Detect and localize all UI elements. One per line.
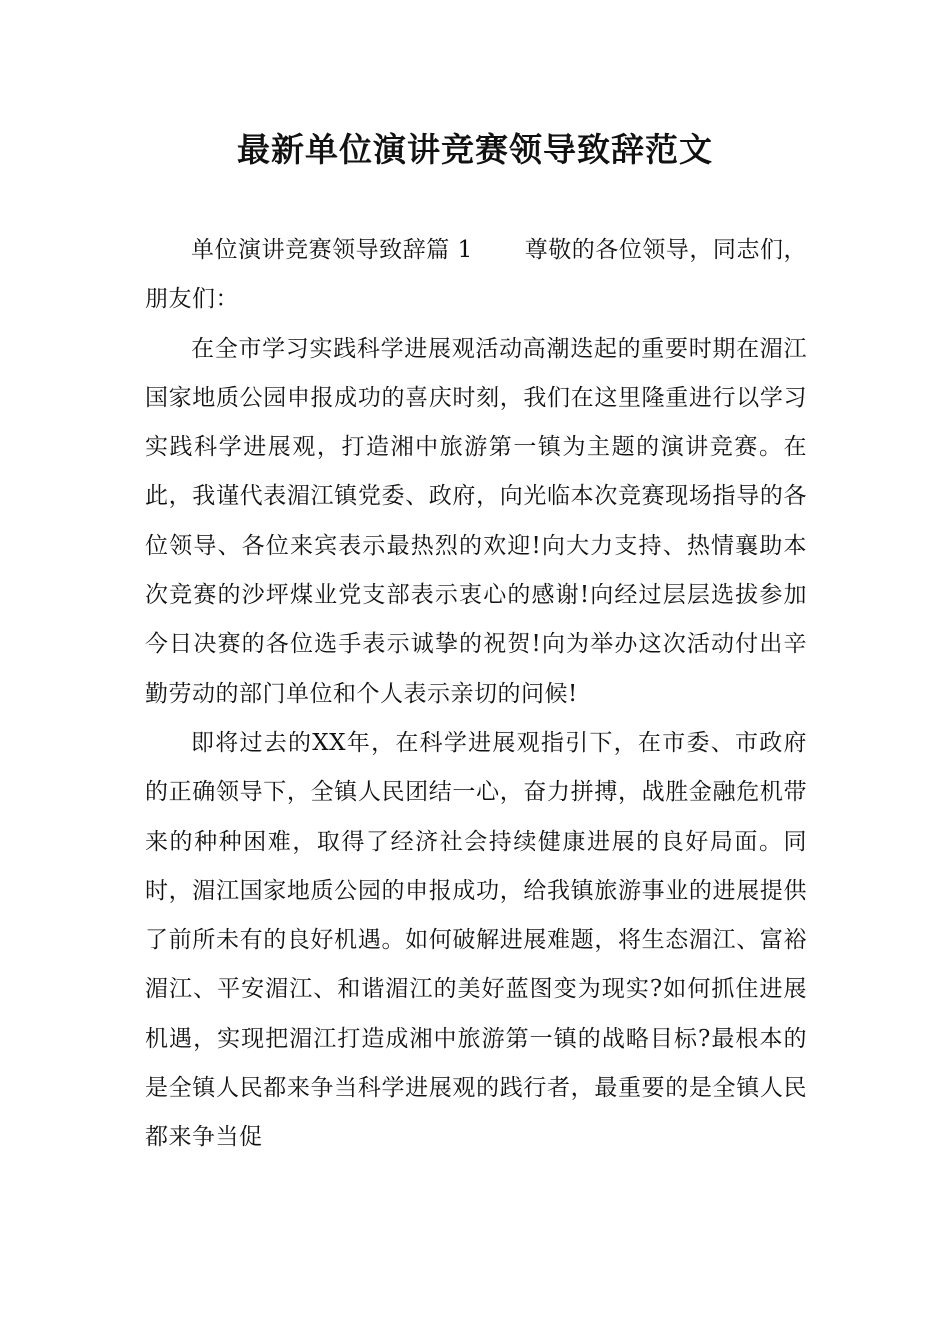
paragraph-1: 在全市学习实践科学进展观活动高潮迭起的重要时期在湄江国家地质公园申报成功的喜庆时刻，我们在这里隆重进行以学习实践科学进展观，打造湘中旅游第一镇为主题的演讲竞赛。在此，我谨代表湄江镇党委、政府，向光临本次竞赛现场指导的各位领导、各位来宾表示最热烈的欢迎!向大力支持、热情襄助本次竞赛的沙坪煤业党支部表示衷心的感谢!向经过层层选拔参加今日决赛的各位选手表示诚挚的祝贺!向为举办这次活动付出辛勤劳动的部门单位和个人表示亲切的问候!	[145, 335, 807, 707]
salutation: 尊敬的各位领导，同志们，朋友们：	[145, 237, 807, 313]
document-body	[145, 226, 807, 1163]
section-label: 单位演讲竞赛领导致辞篇 1	[191, 237, 473, 263]
heading-paragraph	[145, 226, 807, 325]
document-title: 最新单位演讲竞赛领导致辞范文	[237, 130, 713, 169]
paragraph-2: 即将过去的XX年，在科学进展观指引下，在市委、市政府的正确领导下，全镇人民团结一心，奋力拼搏，战胜金融危机带来的种种困难，取得了经济社会持续健康进展的良好局面。同时，湄江国家地质公园的申报成功，给我镇旅游事业的进展提供了前所未有的良好机遇。如何破解进展难题，将生态湄江、富裕湄江、平安湄江、和谐湄江的美好蓝图变为现实?如何抓住进展机遇，实现把湄江打造成湘中旅游第一镇的战略目标?最根本的是全镇人民都来争当科学进展观的践行者，最重要的是全镇人民都来争当促	[145, 729, 807, 1151]
